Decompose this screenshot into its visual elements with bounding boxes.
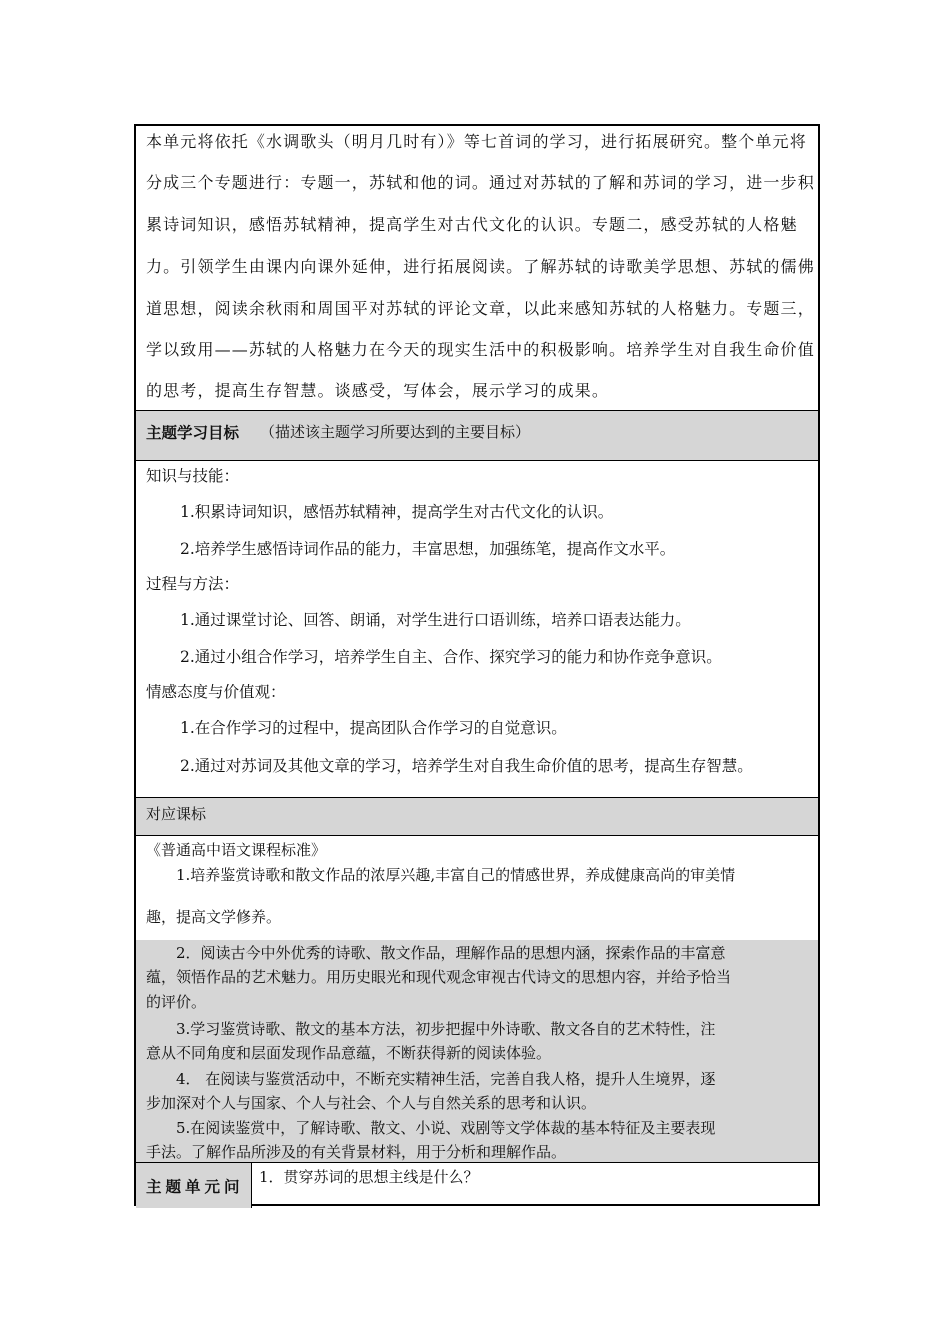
goal-item: 1.通过课堂讨论、回答、朗诵，对学生进行口语训练，培养口语表达能力。 <box>180 611 691 629</box>
goal-item: 2.培养学生感悟诗词作品的能力，丰富思想，加强练笔，提高作文水平。 <box>180 540 676 558</box>
unit-question-label: 主题单元问 <box>146 1178 244 1196</box>
process-heading: 过程与方法： <box>146 575 240 593</box>
standard-item: 趣，提高文学修养。 <box>146 908 282 926</box>
standard-item: 5.在阅读鉴赏中，了解诗歌、散文、小说、戏剧等文学体裁的基本特征及主要表现 <box>176 1119 716 1137</box>
emotion-heading: 情感态度与价值观： <box>146 683 286 701</box>
intro-line: 力。引领学生由课内向课外延伸，进行拓展阅读。了解苏轼的诗歌美学思想、苏轼的儒佛 <box>146 257 815 276</box>
standard-item: 意从不同角度和层面发现作品意蕴，不断获得新的阅读体验。 <box>146 1044 552 1062</box>
standards-header-title: 对应课标 <box>146 805 207 823</box>
goal-item: 2.通过对苏词及其他文章的学习，培养学生对自我生命价值的思考，提高生存智慧。 <box>180 757 753 775</box>
intro-line: 道思想，阅读余秋雨和周国平对苏轼的评论文章，以此来感知苏轼的人格魅力。专题三， <box>146 299 815 318</box>
standards-section <box>136 836 818 1162</box>
standard-item: 4． 在阅读与鉴赏活动中，不断充实精神生活，完善自我人格，提升人生境界，逐 <box>176 1070 716 1088</box>
intro-line: 的思考，提高生存智慧。谈感受，写体会，展示学习的成果。 <box>146 381 610 400</box>
knowledge-heading: 知识与技能： <box>146 467 240 485</box>
unit-question-text: 1．贯穿苏词的思想主线是什么？ <box>259 1168 479 1186</box>
goals-header-title: 主题学习目标 <box>146 424 240 442</box>
plan-table <box>134 124 820 1206</box>
standard-item: 步加深对个人与国家、个人与社会、个人与自然关系的思考和认识。 <box>146 1094 597 1112</box>
standard-item: 2．阅读古今中外优秀的诗歌、散文作品，理解作品的思想内涵，探索作品的丰富意 <box>176 944 726 962</box>
unit-question-label-cell <box>136 1163 251 1208</box>
goals-section <box>136 461 818 797</box>
standards-shaded-block <box>136 940 818 1162</box>
intro-line: 累诗词知识，感悟苏轼精神，提高学生对古代文化的认识。专题二，感受苏轼的人格魅 <box>146 215 798 234</box>
goal-item: 1.积累诗词知识，感悟苏轼精神，提高学生对古代文化的认识。 <box>180 503 614 521</box>
standard-item: 1.培养鉴赏诗歌和散文作品的浓厚兴趣,丰富自己的情感世界，养成健康高尚的审美情 <box>176 866 736 884</box>
intro-line: 分成三个专题进行：专题一，苏轼和他的词。通过对苏轼的了解和苏词的学习，进一步积 <box>146 173 815 192</box>
goal-item: 1.在合作学习的过程中，提高团队合作学习的自觉意识。 <box>180 719 567 737</box>
goals-header-note: （描述该主题学习所要达到的主要目标） <box>260 423 531 441</box>
standard-item: 的评价。 <box>146 993 207 1011</box>
cell-divider <box>251 1163 252 1208</box>
standards-doc-title: 《普通高中语文课程标准》 <box>146 841 327 859</box>
unit-intro-section <box>136 126 818 410</box>
goals-header <box>136 411 818 460</box>
intro-line: 学以致用——苏轼的人格魅力在今天的现实生活中的积极影响。培养学生对自我生命价值 <box>146 340 815 359</box>
standard-item: 手法。了解作品所涉及的有关背景材料，用于分析和理解作品。 <box>146 1143 567 1161</box>
standards-header <box>136 798 818 835</box>
unit-question-cell <box>253 1163 818 1208</box>
goal-item: 2.通过小组合作学习，培养学生自主、合作、探究学习的能力和协作竞争意识。 <box>180 648 722 666</box>
intro-line: 本单元将依托《水调歌头（明月几时有）》等七首词的学习，进行拓展研究。整个单元将 <box>146 132 807 151</box>
standard-item: 蕴，领悟作品的艺术魅力。用历史眼光和现代观念审视古代诗文的思想内容，并给予恰当 <box>146 968 732 986</box>
standard-item: 3.学习鉴赏诗歌、散文的基本方法，初步把握中外诗歌、散文各自的艺术特性，注 <box>176 1020 716 1038</box>
